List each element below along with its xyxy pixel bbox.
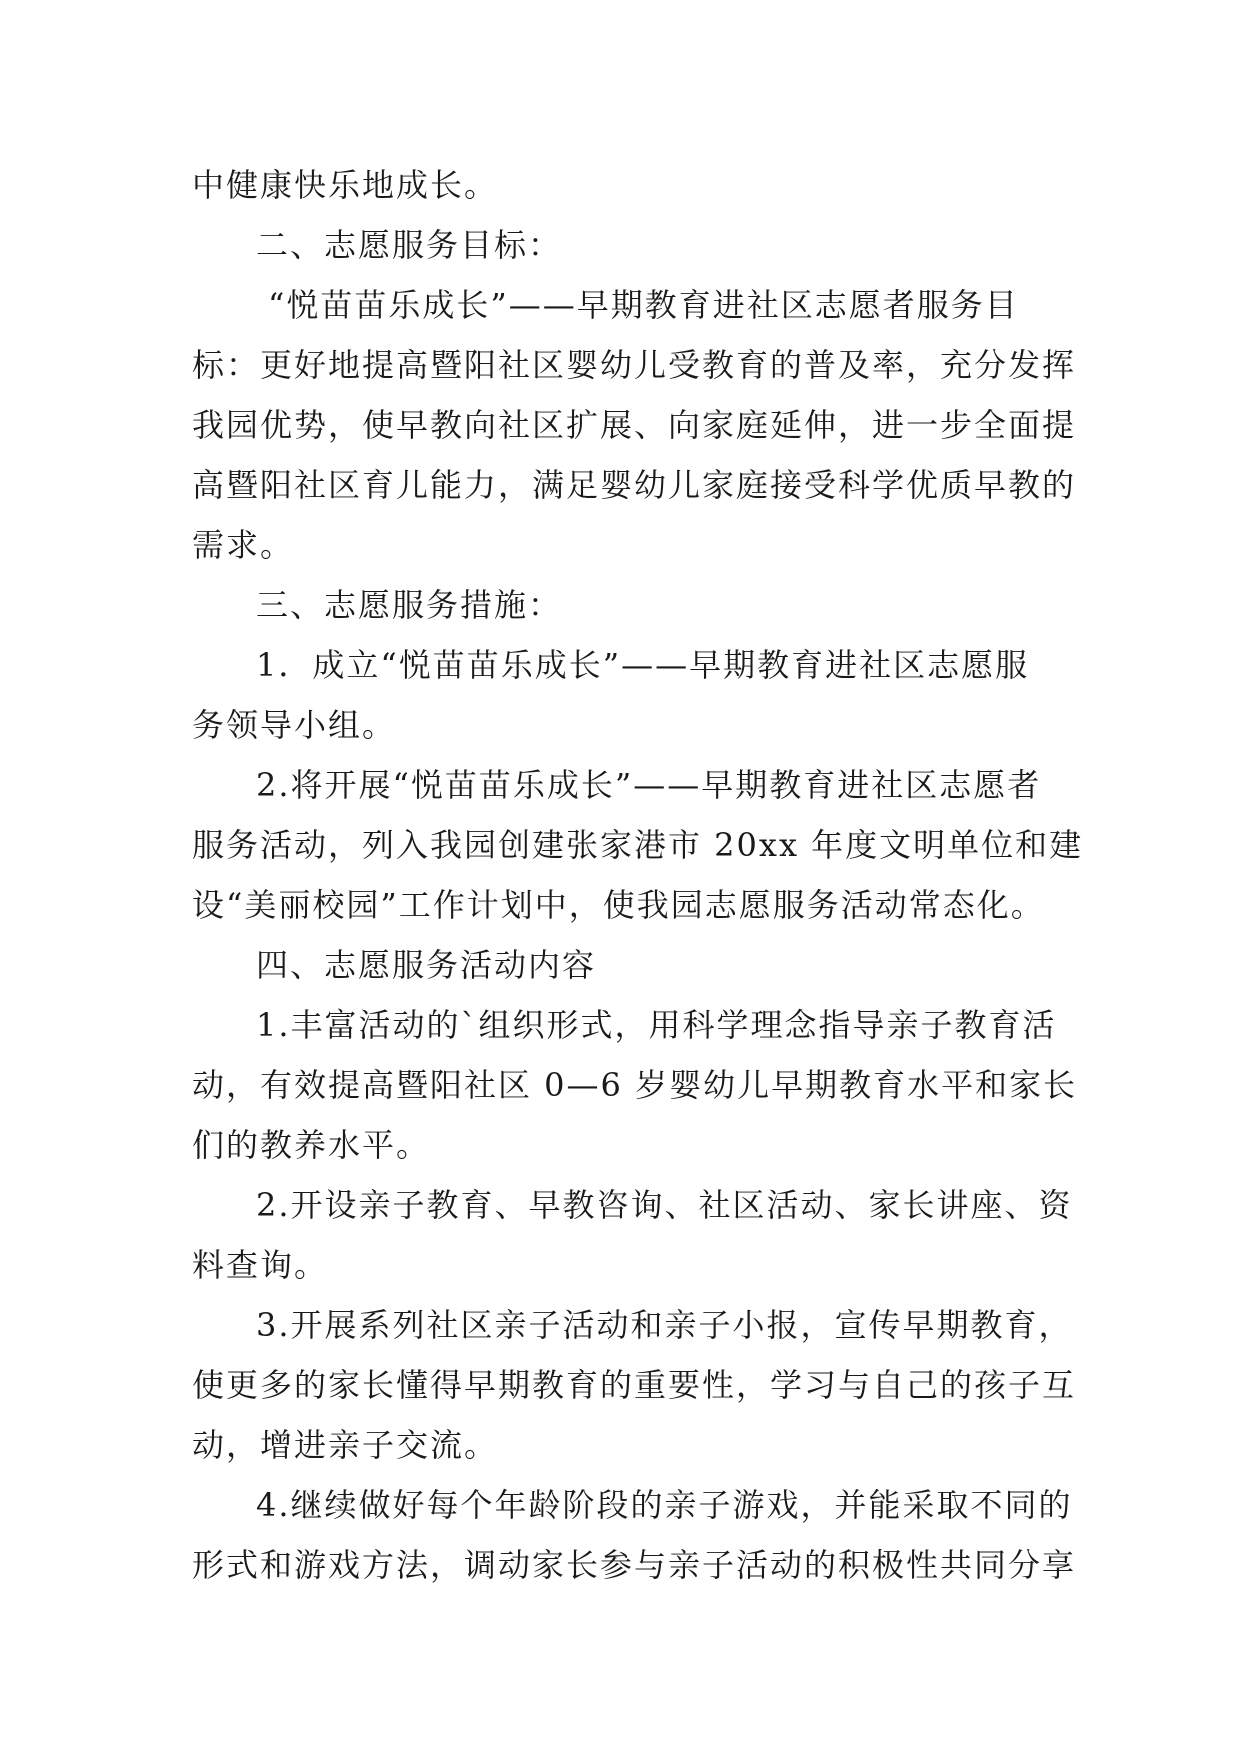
text-line: 1．成立“悦苗苗乐成长”——早期教育进社区志愿服 (256, 646, 1030, 684)
text-line: 我园优势，使早教向社区扩展、向家庭延伸，进一步全面提 (192, 406, 1077, 444)
text-line: 中健康快乐地成长。 (192, 166, 499, 204)
text-line: 设“美丽校园”工作计划中，使我园志愿服务活动常态化。 (192, 886, 1045, 924)
text-line: 使更多的家长懂得早期教育的重要性，学习与自己的孩子互 (192, 1366, 1077, 1404)
text-line: 需求。 (192, 526, 295, 564)
text-line: 1.丰富活动的`组织形式，用科学理念指导亲子教育活 (256, 1006, 1057, 1044)
text-line: 服务活动，列入我园创建张家港市 20xx 年度文明单位和建 (192, 826, 1084, 864)
text-line: 高暨阳社区育儿能力，满足婴幼儿家庭接受科学优质早教的 (192, 466, 1077, 504)
text-line: 动，有效提高暨阳社区 0—6 岁婴幼儿早期教育水平和家长 (192, 1066, 1078, 1104)
section-heading: 三、志愿服务措施： (256, 586, 563, 624)
document-body (192, 155, 1084, 1595)
text-line: 形式和游戏方法，调动家长参与亲子活动的积极性共同分享 (192, 1546, 1077, 1584)
text-line: 3.开展系列社区亲子活动和亲子小报，宣传早期教育， (256, 1306, 1073, 1344)
text-line: 4.继续做好每个年龄阶段的亲子游戏，并能采取不同的 (256, 1486, 1073, 1524)
text-line: 2.开设亲子教育、早教咨询、社区活动、家长讲座、资 (256, 1186, 1073, 1224)
text-line: 2.将开展“悦苗苗乐成长”——早期教育进社区志愿者 (256, 766, 1042, 804)
section-heading: 二、志愿服务目标： (256, 226, 563, 264)
text-line: “悦苗苗乐成长”——早期教育进社区志愿者服务目 (268, 286, 1019, 324)
text-line: 标：更好地提高暨阳社区婴幼儿受教育的普及率，充分发挥 (192, 346, 1077, 384)
text-line: 料查询。 (192, 1246, 329, 1284)
text-line: 们的教养水平。 (192, 1126, 431, 1164)
text-line: 动，增进亲子交流。 (192, 1426, 499, 1464)
text-line: 务领导小组。 (192, 706, 397, 744)
section-heading: 四、志愿服务活动内容 (256, 946, 597, 984)
